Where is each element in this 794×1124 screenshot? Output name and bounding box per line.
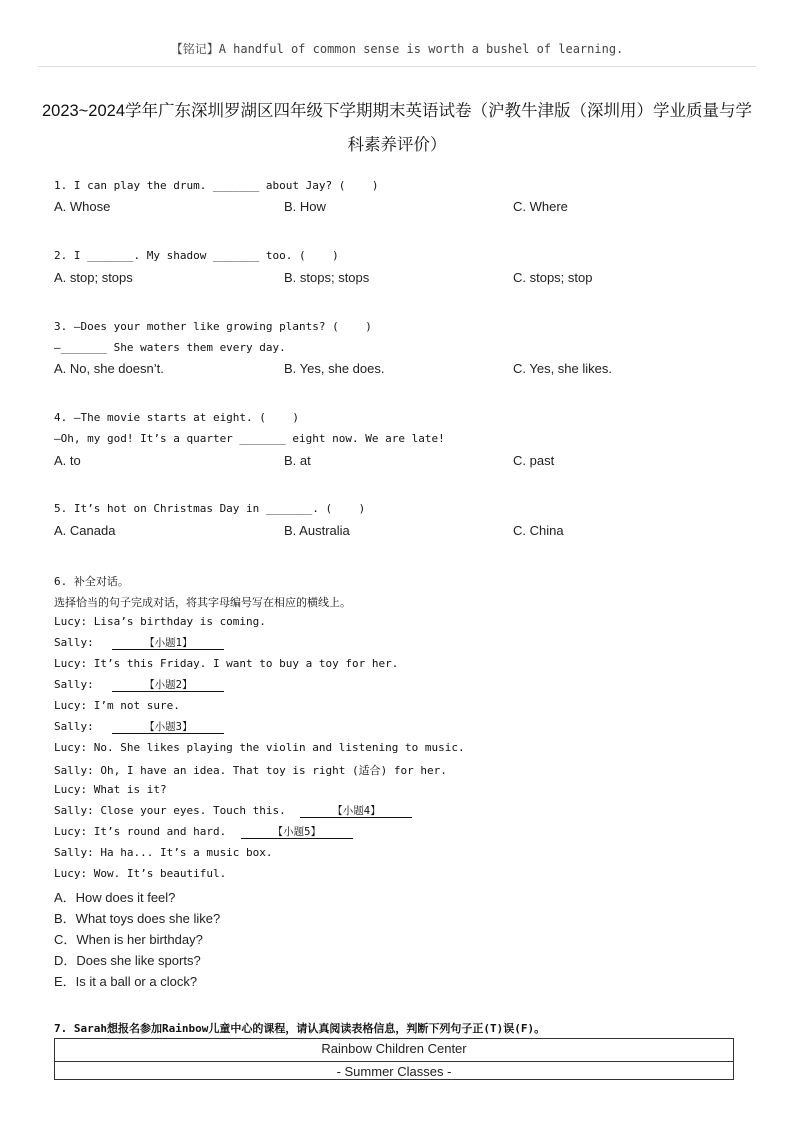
dialogue-line-5: Lucy: I’m not sure. — [54, 699, 180, 712]
question-2-option-b[interactable]: B. stops; stops — [284, 270, 370, 285]
dialogue-text: Lucy: It’s round and hard. — [54, 825, 233, 838]
question-2-option-a[interactable]: A. stop; stops — [54, 270, 133, 285]
blank-2[interactable]: 【小题2】 — [112, 679, 224, 692]
dialogue-line-10 — [54, 804, 412, 818]
question-5-stem: 5. It’s hot on Christmas Day in _______. ( ) — [54, 502, 366, 515]
question-6-option-d[interactable]: D．Does she like sports? — [54, 953, 201, 968]
table-title: Rainbow Children Center — [321, 1041, 467, 1056]
dialogue-line-1: Lucy: Lisa’s birthday is coming. — [54, 615, 266, 628]
question-4-stem: 4. —The movie starts at eight. ( ) — [54, 411, 300, 424]
question-5-option-a[interactable]: A. Canada — [54, 523, 116, 538]
question-6-option-b[interactable]: B．What toys does she like? — [54, 911, 221, 926]
question-5-option-c[interactable]: C. China — [513, 523, 564, 538]
motto: 【铭记】A handful of common sense is worth a bushel of learning. — [170, 42, 624, 56]
question-3-option-c[interactable]: C. Yes, she likes. — [513, 361, 612, 376]
blank-1[interactable]: 【小题1】 — [112, 637, 224, 650]
question-1-option-a[interactable]: A. Whose — [54, 199, 111, 214]
table-subtitle: - Summer Classes - — [55, 1061, 733, 1079]
question-6-option-e[interactable]: E．Is it a ball or a clock? — [54, 974, 198, 989]
question-6-instruction: 选择恰当的句子完成对话，将其字母编号写在相应的横线上。 — [54, 596, 351, 609]
dialogue-line-9: Lucy: What is it? — [54, 783, 167, 796]
question-1-stem: 1. I can play the drum. _______ about Jay? ( ) — [54, 179, 379, 192]
question-3-option-b[interactable]: B. Yes, she does. — [284, 361, 385, 376]
question-1-option-b[interactable]: B. How — [284, 199, 326, 214]
page-title — [30, 94, 764, 162]
dialogue-line-3: Lucy: It’s this Friday. I want to buy a toy for her. — [54, 657, 399, 670]
question-4-option-b[interactable]: B. at — [284, 453, 311, 468]
blank-5[interactable]: 【小题5】 — [241, 826, 353, 839]
blank-4[interactable]: 【小题4】 — [300, 805, 412, 818]
question-4-option-c[interactable]: C. past — [513, 453, 555, 468]
classes-table — [54, 1038, 734, 1080]
question-5-option-b[interactable]: B. Australia — [284, 523, 350, 538]
dialogue-speaker: Sally: — [54, 636, 101, 649]
question-3-option-a[interactable]: A. No, she doesn’t. — [54, 361, 164, 376]
dialogue-speaker: Sally: — [54, 678, 101, 691]
dialogue-line-8: Sally: Oh, I have an idea. That toy is right (适合) for her. — [54, 764, 447, 777]
question-1-option-c[interactable]: C. Where — [513, 199, 568, 214]
question-4-option-a[interactable]: A. to — [54, 453, 81, 468]
dialogue-speaker: Sally: — [54, 720, 101, 733]
dialogue-line-12: Sally: Ha ha... It’s a music box. — [54, 846, 273, 859]
question-6-heading: 6. 补全对话。 — [54, 575, 129, 588]
dialogue-line-11 — [54, 825, 353, 839]
question-6-option-c[interactable]: C．When is her birthday? — [54, 932, 203, 947]
question-7-heading: 7. Sarah想报名参加Rainbow儿童中心的课程，请认真阅读表格信息，判断下列句子正(T)误(F)。 — [54, 1022, 546, 1035]
dialogue-line-2 — [54, 636, 224, 650]
dialogue-line-13: Lucy: Wow. It’s beautiful. — [54, 867, 227, 880]
header-divider — [38, 66, 756, 67]
question-3-stem-reply: —_______ She waters them every day. — [54, 341, 286, 354]
title-line-2: 科素养评价） — [347, 136, 447, 154]
question-4-stem-reply: —Oh, my god! It’s a quarter _______ eight now. We are late! — [54, 432, 445, 445]
question-2-stem: 2. I _______. My shadow _______ too. ( ) — [54, 249, 339, 262]
question-3-stem: 3. —Does your mother like growing plants? ( ) — [54, 320, 372, 333]
question-2-option-c[interactable]: C. stops; stop — [513, 270, 593, 285]
dialogue-line-7: Lucy: No. She likes playing the violin and listening to music. — [54, 741, 465, 754]
dialogue-line-4 — [54, 678, 224, 692]
dialogue-text: Sally: Close your eyes. Touch this. — [54, 804, 293, 817]
blank-3[interactable]: 【小题3】 — [112, 721, 224, 734]
dialogue-line-6 — [54, 720, 224, 734]
title-line-1: 2023~2024学年广东深圳罗湖区四年级下学期期末英语试卷（沪教牛津版（深圳用）学业质量与学 — [41, 102, 753, 120]
question-6-option-a[interactable]: A．How does it feel? — [54, 890, 176, 905]
